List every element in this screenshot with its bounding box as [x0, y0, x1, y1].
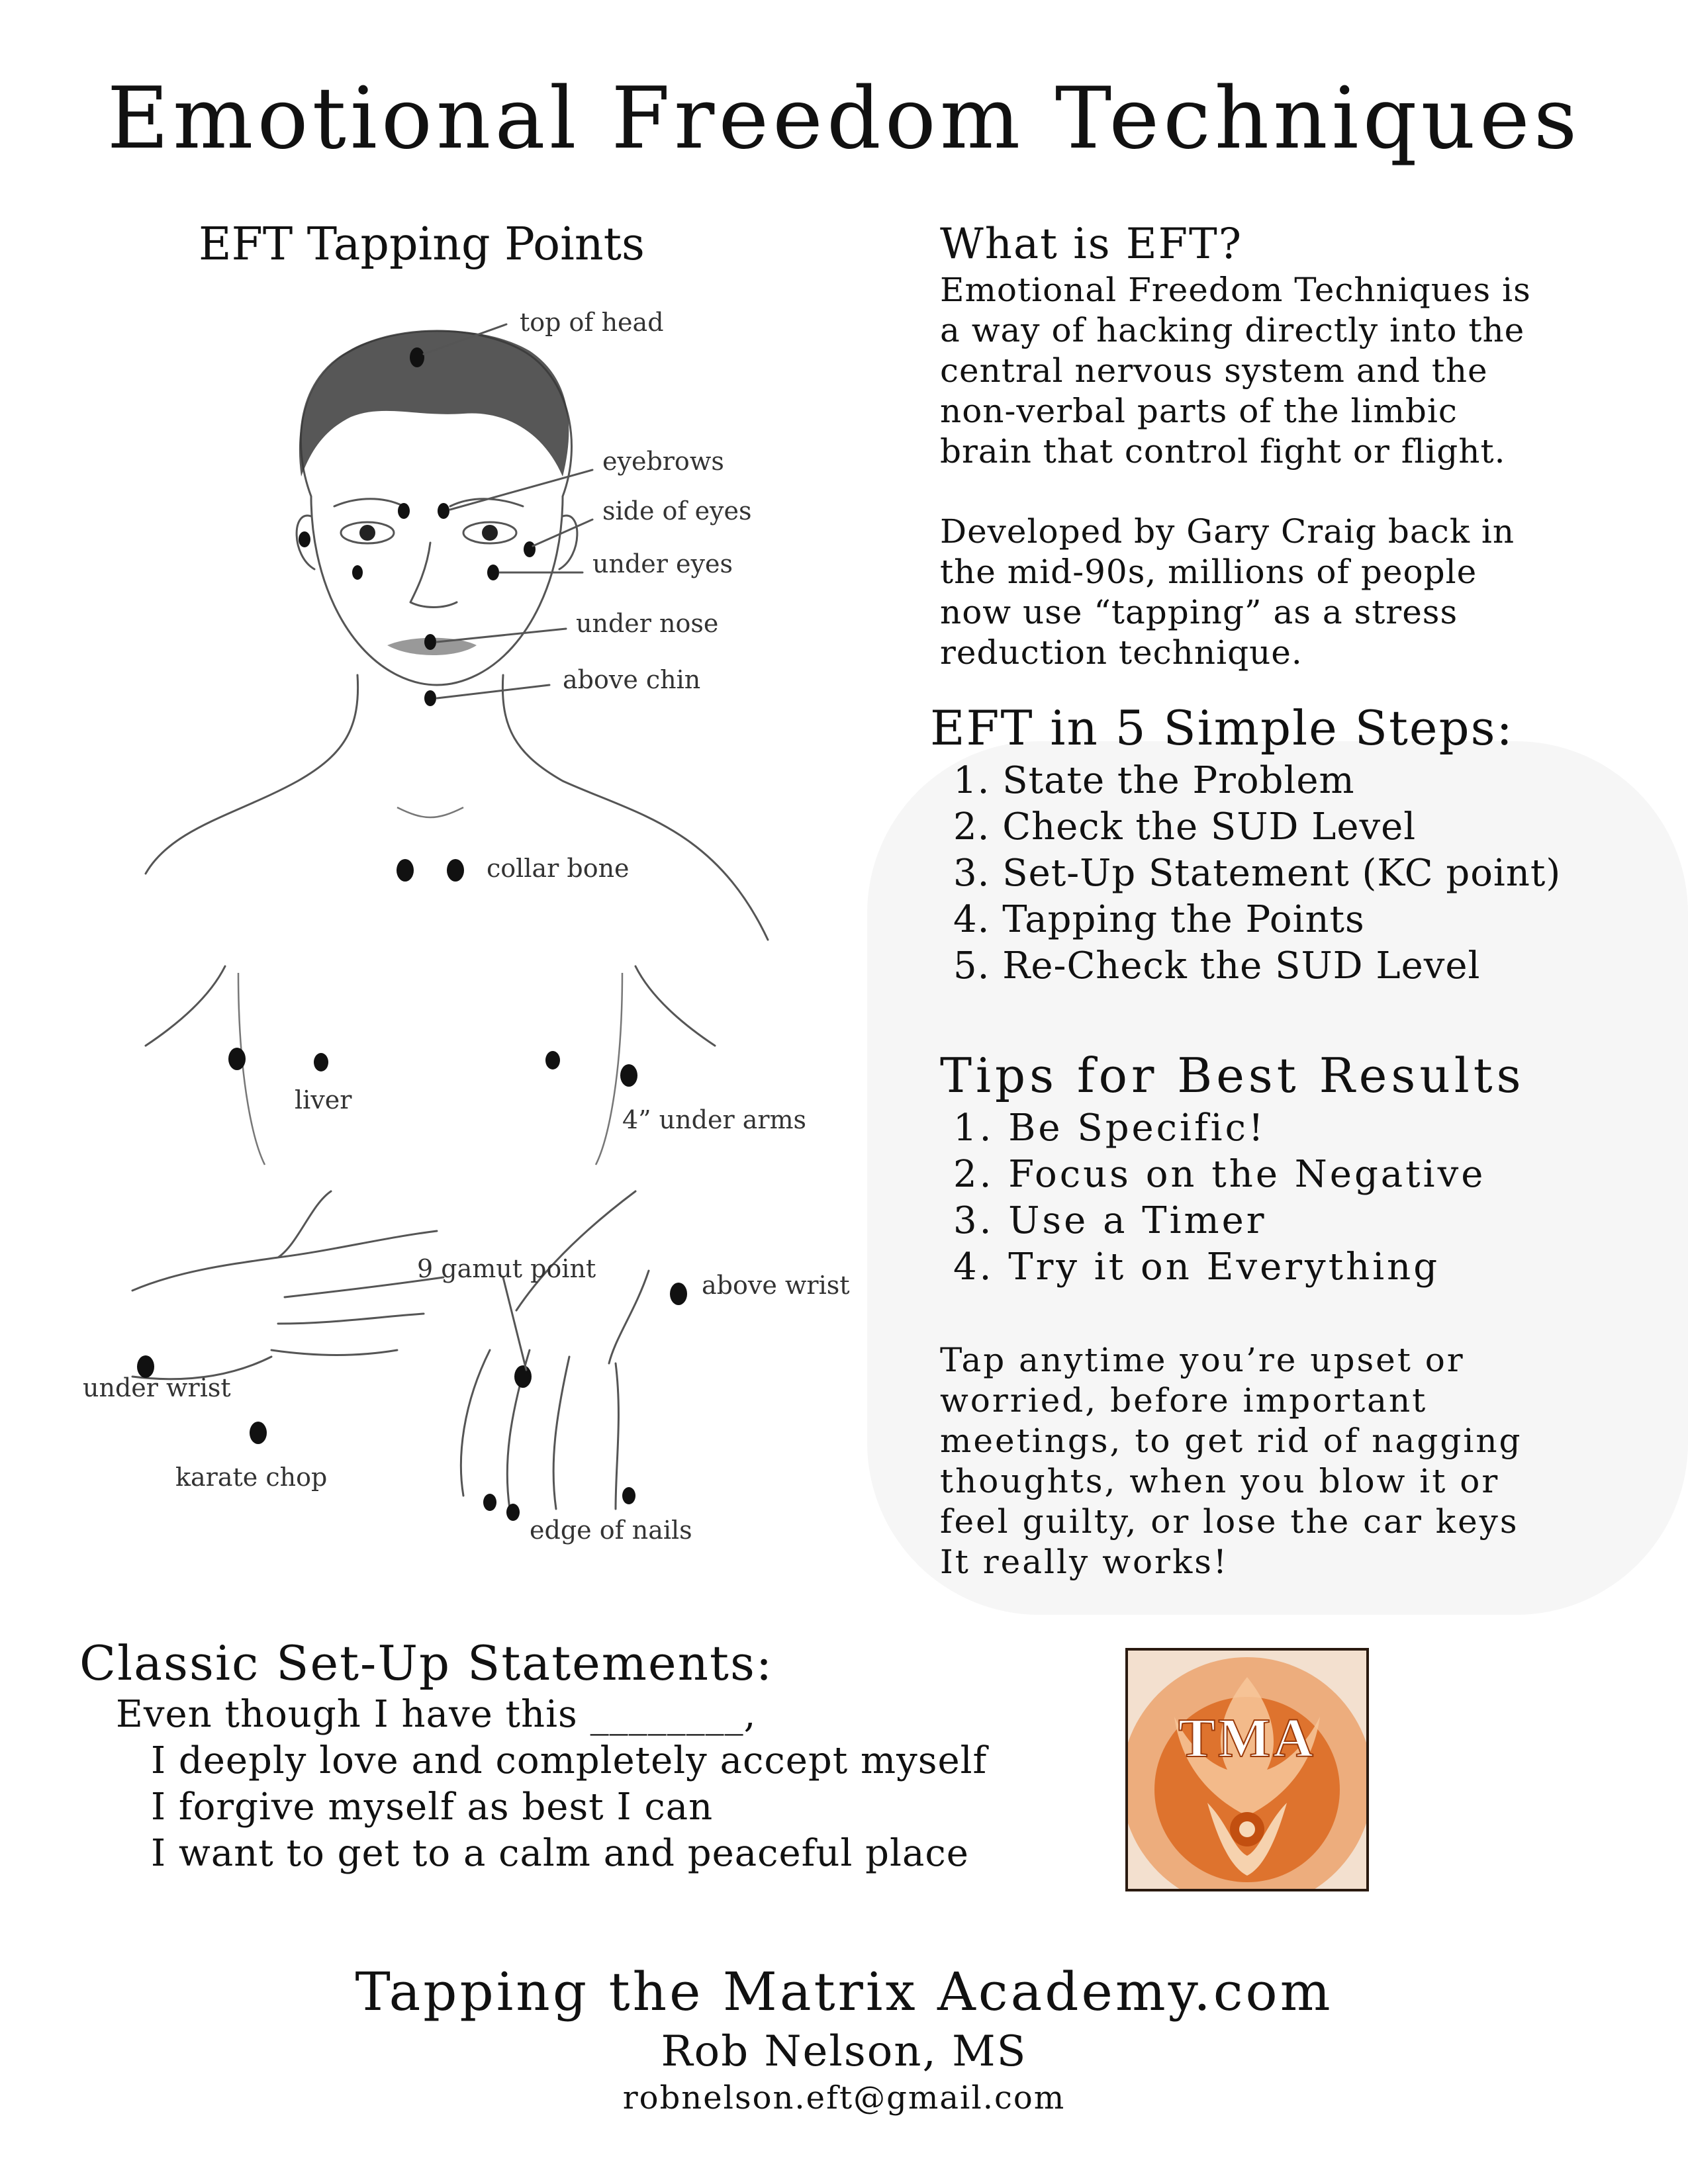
point-side-of-eye-right	[524, 541, 536, 557]
point-nail-2	[506, 1504, 520, 1521]
point-karate-chop	[250, 1422, 267, 1444]
svg-text:karate chop	[175, 1463, 327, 1492]
point-under-arm-left	[228, 1048, 246, 1070]
point-under-arm-right	[620, 1064, 637, 1087]
setup-section	[79, 1635, 1072, 1877]
label-liver: liver	[295, 1085, 352, 1115]
point-eyebrow-left	[398, 503, 410, 519]
steps-section	[930, 698, 1671, 989]
footer-email[interactable]: robnelson.eft@gmail.com	[622, 2079, 1066, 2116]
what-is-paragraph-1: Emotional Freedom Techniques is a way of hacking directly into the central nervous system and the non-verbal parts of the limbic brain that control fight or flight.	[940, 271, 1531, 471]
step-item: 1. State the Problem	[953, 759, 1355, 802]
point-eyebrow-right	[438, 503, 449, 519]
point-liver-right	[545, 1051, 560, 1069]
setup-line-1: Even though I have this ________,	[116, 1693, 757, 1736]
point-liver	[314, 1053, 328, 1071]
tma-logo-art	[1128, 1651, 1366, 1889]
tip-item: 1. Be Specific!	[953, 1107, 1266, 1150]
point-above-chin	[424, 690, 436, 706]
tip-item: 3. Use a Timer	[953, 1199, 1267, 1242]
point-collar-bone-right	[447, 859, 464, 882]
point-gamut	[514, 1365, 532, 1388]
svg-text:top of head	[520, 308, 664, 337]
step-item: 4. Tapping the Points	[953, 898, 1365, 941]
label-under-eyes: under eyes	[592, 549, 733, 578]
diagram-heading: EFT Tapping Points	[199, 218, 645, 271]
label-collar-bone: collar bone	[487, 854, 630, 883]
point-nail-3	[622, 1487, 635, 1504]
label-above-wrist: above wrist	[702, 1271, 850, 1300]
tapping-points-diagram	[0, 278, 874, 1575]
label-above-chin: above chin	[563, 665, 701, 694]
footer	[0, 1959, 1688, 2118]
what-is-paragraph-2: Developed by Gary Craig back in the mid-90s, millions of people now use “tapping” as a stress reduction technique.	[940, 512, 1515, 672]
setup-heading: Classic Set-Up Statements:	[79, 1635, 774, 1691]
tips-section	[940, 1046, 1675, 1582]
svg-text:under eyes	[592, 549, 733, 578]
footer-name: Rob Nelson, MS	[661, 2027, 1027, 2076]
svg-text:eyebrows	[602, 447, 724, 476]
point-nail-1	[483, 1494, 496, 1511]
page-title: Emotional Freedom Techniques	[107, 69, 1581, 168]
step-item: 2. Check the SUD Level	[953, 805, 1417, 848]
label-gamut-point: 9 gamut point	[417, 1254, 596, 1283]
footer-site[interactable]: Tapping the Matrix Academy.com	[355, 1961, 1333, 2023]
tip-item: 4. Try it on Everything	[953, 1246, 1440, 1289]
steps-list	[953, 758, 1671, 989]
hair	[299, 330, 569, 477]
label-karate-chop: karate chop	[175, 1463, 328, 1492]
what-is-heading: What is EFT?	[940, 220, 1243, 269]
label-under-wrist: under wrist	[83, 1373, 231, 1402]
svg-text:TMA	[1178, 1707, 1316, 1769]
tma-logo	[1125, 1648, 1369, 1891]
point-above-wrist	[670, 1283, 687, 1305]
svg-text:collar bone	[487, 854, 630, 883]
svg-text:edge of nails	[530, 1516, 692, 1545]
svg-text:liver	[295, 1085, 352, 1115]
label-eyebrows: eyebrows	[602, 447, 724, 476]
point-under-eye-left	[352, 565, 363, 580]
tips-paragraph: Tap anytime you’re upset or worried, before important meetings, to get rid of nagging thoughts, when you blow it or feel guilty, or lose the car keys It really works!	[940, 1341, 1523, 1581]
step-item: 3. Set-Up Statement (KC point)	[953, 852, 1562, 895]
label-side-of-eyes: side of eyes	[602, 496, 752, 525]
tips-heading: Tips for Best Results	[940, 1048, 1525, 1103]
logo-text: TMA	[1178, 1707, 1316, 1769]
steps-heading: EFT in 5 Simple Steps:	[930, 700, 1514, 756]
svg-text:above chin	[563, 665, 700, 694]
svg-text:side of eyes	[602, 496, 752, 525]
point-side-of-eye-left	[299, 531, 310, 547]
label-edge-of-nails: edge of nails	[530, 1516, 692, 1545]
svg-text:under wrist	[83, 1373, 231, 1402]
point-top-of-head	[410, 347, 424, 367]
setup-line-4: I want to get to a calm and peaceful place	[151, 1832, 969, 1875]
svg-text:above wrist	[702, 1271, 850, 1300]
what-is-eft-section	[940, 218, 1668, 673]
label-under-nose: under nose	[576, 609, 719, 638]
tips-list	[953, 1105, 1675, 1291]
tip-item: 2. Focus on the Negative	[953, 1153, 1486, 1196]
point-under-nose	[424, 634, 436, 650]
svg-text:4” under arms	[622, 1105, 806, 1134]
point-under-eye-right	[487, 565, 499, 580]
svg-text:9 gamut point	[417, 1254, 596, 1283]
step-item: 5. Re-Check the SUD Level	[953, 944, 1481, 987]
label-top-of-head: top of head	[520, 308, 664, 337]
setup-line-2: I deeply love and completely accept myself	[151, 1739, 988, 1782]
svg-text:under nose	[576, 609, 718, 638]
point-collar-bone-left	[397, 859, 414, 882]
label-under-arms: 4” under arms	[622, 1105, 807, 1134]
setup-line-3: I forgive myself as best I can	[151, 1786, 714, 1829]
